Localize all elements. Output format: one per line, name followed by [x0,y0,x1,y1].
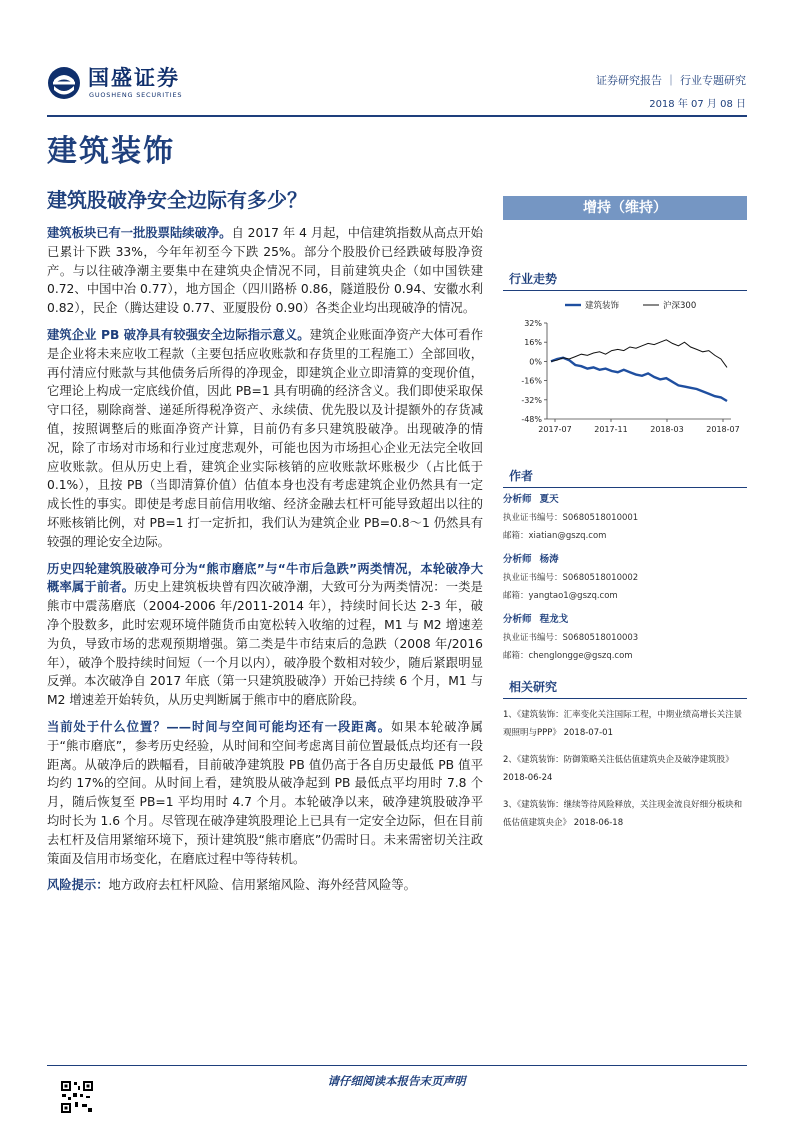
trend-chart-wrapper [503,291,747,441]
footer-divider [47,1065,747,1066]
report-headline: 建筑股破净安全边际有多少？ [47,188,307,212]
x-tick-label: 2018-03 [650,425,684,434]
sidebar [503,196,747,842]
analyst-name: 程龙戈 [539,614,569,625]
authors-section-title: 作者 [503,467,747,488]
guosheng-logo-icon [47,66,81,100]
y-tick-label: 16% [524,338,542,348]
paragraph-lead: 历史四轮建筑股破净可分为“熊市磨底”与“牛市后急跌”两类情况，本轮破净大概率属于前者。 [47,561,483,595]
y-tick-label: -16% [521,376,542,386]
paragraph [47,326,483,552]
related-report-date: 2018-06-24 [503,772,553,783]
related-report-title: 3、《建筑装饰：继续等待风险释放，关注现金流良好细分板块和低估值建筑央企》 [503,800,743,828]
y-tick-label: -48% [521,415,542,424]
related-report-date: 2018-07-01 [563,727,613,738]
analyst-cert: 执业证书编号：S0680518010003 [503,633,639,643]
analyst-name: 夏天 [539,494,559,505]
analyst-role: 分析师 [503,554,532,565]
analyst-block [503,494,747,542]
related-report-title: 1、《建筑装饰：汇率变化关注国际工程，中期业绩高增长关注景观照明与PPP》 [503,710,743,738]
trend-chart [503,291,747,441]
related-report-date: 2018-06-18 [573,817,624,828]
x-tick-label: 2017-11 [594,425,628,434]
paragraph [47,718,483,868]
paragraph [47,560,483,710]
series-line-building [551,358,727,401]
analyst-email[interactable]: 邮箱：chenglongge@gszq.com [503,651,633,661]
paragraph-lead: 当前处于什么位置？——时间与空间可能均还有一段距离。 [47,719,392,734]
related-report[interactable] [503,752,747,787]
related-report-title: 2、《建筑装饰：防御策略关注低估值建筑央企及破净建筑股》 [503,755,734,765]
rating-badge: 增持（维持） [503,196,747,220]
analyst-cert: 执业证书编号：S0680518010002 [503,573,639,583]
paragraph-body: 建筑企业账面净资产大体可看作是企业将未来应收工程款（主要包括应收账款和存货里的工程施工）全部回收，再付清应付账款与其他债务后所得的净现金，即建筑企业立即清算的变现价值，它理论上构成一定底线价值，因此 PB=1 具有明确的经济含义。我们即使采取保守口径，剔除商誉、递延所得税净资产、永续债、优先股以及计提额外的存货减值，按照调整后的账面净资产计算，目前仍有多只建筑股破净。出现破净的情况，除了市场对市场和行业过度悲观外，可能也因为市场担心企业无法完全收回应收账款。但从历史上看，建筑企业实际核销的应收账款坏账极少（占比低于 0.1%），且按 PB（当即清算价值）估值本身也没有考虑建筑企业仍然具有一定成长性的事实。即使是考虑目前信用收缩、经济金融去杠杆可能导致超出以往的坏账核销比例，对 PB=1 打一定折扣，我们认为建筑企业 PB=0.8～1 仍然具有较强的理论安全边际。 [47,327,483,549]
paragraph-lead: 建筑板块已有一批股票陆续破净。 [47,226,232,240]
analyst-block [503,554,747,602]
industry-title: 建筑装饰 [47,134,175,169]
report-type: 证券研究报告 ｜ 行业专题研究 [596,74,746,87]
trend-section-title: 行业走势 [503,270,747,291]
company-name-en: GUOSHENG SECURITIES [89,91,183,99]
related-section-title: 相关研究 [503,678,747,699]
paragraph-body: 如果本轮破净属于“熊市磨底”，参考历史经验，从时间和空间考虑离目前位置最低点均还有一段距离。从破净后的跌幅看，目前破净建筑股 PB 值仍高于各自历史最低 PB 值平均约 17%的空间。从时间上看，建筑股从破净起到 PB 最低点平均用时 7.8 个月，随后恢复至 PB=1 平均用时 4.7 个月。本轮破净以来，破净建筑股破净平均时长为 1.6 个月。尽管现在破净建筑股理论上已具有一定安全边际，但在目前去杠杆及信用紧缩环境下，预计建筑股“熊市磨底”仍需时日。未来需密切关注政策面及信用市场变化，在磨底过程中等待转机。 [47,719,483,866]
related-report[interactable] [503,797,747,832]
paragraph [47,224,483,318]
analyst-cert: 执业证书编号：S0680518010001 [503,513,639,523]
header-divider [47,115,747,117]
analyst-email[interactable]: 邮箱：yangtao1@gszq.com [503,591,618,601]
series-line-csi300 [551,340,727,368]
main-body [47,224,483,903]
y-tick-label: 0% [529,357,542,367]
analyst-email[interactable]: 邮箱：xiatian@gszq.com [503,531,607,541]
legend-label: 沪深300 [663,301,697,311]
legend-label: 建筑装饰 [585,301,620,311]
risk-warning [47,876,483,895]
company-name: 国盛证券 [88,66,180,90]
paragraph-body: 历史上建筑板块曾有四次破净潮，大致可分为两类情况：一类是熊市中震荡磨底（2004-2006 年/2011-2014 年），持续时间长达 2-3 年，破净个股数多，此时宏观环境伴随货币由宽松转入收缩的过程，M1 与 M2 增速差为负，导致市场的悲观预期增强。第二类是牛市结束后的急跌（2008 年/2016 年），破净个股持续时间短（一个月以内），破净股个数相对较少，随后紧跟明显反弹。本次破净自 2017 年底（第一只建筑股破净）开始已持续 6 个月，M1 与 M2 增速差开始转负，从历史判断属于熊市中的磨底阶段。 [47,580,483,708]
disclaimer-notice: 请仔细阅读本报告末页声明 [327,1074,466,1088]
paragraph-lead: 风险提示： [47,878,109,893]
y-tick-label: 32% [524,319,542,328]
x-tick-label: 2018-07 [706,425,740,434]
paragraph-lead: 建筑企业 PB 破净具有较强安全边际指示意义。 [47,327,310,342]
paragraph-body: 自 2017 年 4 月起，中信建筑指数从高点开始已累计下跌 33%，今年年初至今下跌 25%。部分个股股价已经跌破每股净资产。与以往破净潮主要集中在建筑央企情况不同，目前建筑央企（如中国铁建 0.72、中国中冶 0.77），地方国企（四川路桥 0.86，隧道股份 0.94、安徽水利 0.82），民企（腾达建设 0.77、亚厦股份 0.90）各类企业均出现破净的情况。 [47,226,483,316]
analyst-name: 杨涛 [539,554,559,565]
x-tick-label: 2017-07 [538,425,572,434]
paragraph-body: 地方政府去杠杆风险、信用紧缩风险、海外经营风险等。 [108,878,416,893]
analyst-role: 分析师 [503,494,532,505]
analyst-block [503,614,747,662]
y-tick-label: -32% [521,395,542,405]
report-date: 2018 年 07 月 08 日 [649,99,746,110]
related-report[interactable] [503,707,747,742]
analyst-role: 分析师 [503,614,532,625]
